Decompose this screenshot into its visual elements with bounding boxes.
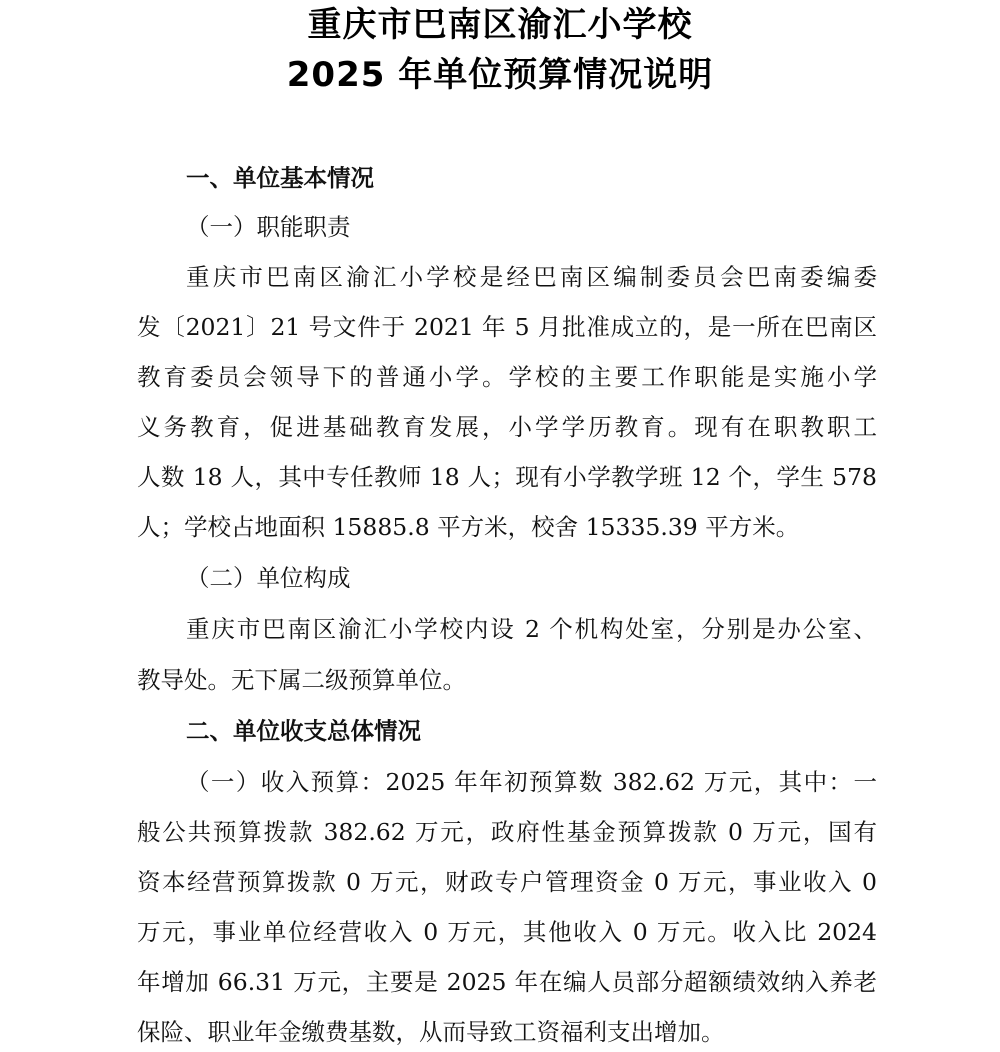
paragraph-line: 资本经营预算拨款 0 万元，财政专户管理资金 0 万元，事业收入 0 [137,868,877,896]
document-title-line-1: 重庆市巴南区渝汇小学校 [307,5,693,45]
section-1-sub-1-heading: （一）职能职责 [186,213,351,241]
paragraph-line: 保险、职业年金缴费基数，从而导致工资福利支出增加。 [137,1018,725,1046]
paragraph-line: 年增加 66.31 万元，主要是 2025 年在编人员部分超额绩效纳入养老 [137,968,877,996]
paragraph-line: 人数 18 人，其中专任教师 18 人；现有小学教学班 12 个，学生 578 [137,463,877,491]
paragraph-line: 教导处。无下属二级预算单位。 [137,666,466,694]
paragraph-line: 发〔2021〕21 号文件于 2021 年 5 月批准成立的，是一所在巴南区 [137,313,877,341]
section-1-sub-2-heading: （二）单位构成 [186,564,351,592]
paragraph-line: 人；学校占地面积 15885.8 平方米，校舍 15335.39 平方米。 [137,513,800,541]
paragraph-line: 重庆市巴南区渝汇小学校内设 2 个机构处室，分别是办公室、 [186,615,877,643]
document-title-line-2: 2025 年单位预算情况说明 [286,55,714,95]
section-1-heading: 一、单位基本情况 [186,164,374,192]
paragraph-line: （一）收入预算：2025 年年初预算数 382.62 万元，其中：一 [186,768,877,796]
paragraph-line: 万元，事业单位经营收入 0 万元，其他收入 0 万元。收入比 2024 [137,918,877,946]
paragraph-line: 教育委员会领导下的普通小学。学校的主要工作职能是实施小学 [137,363,877,391]
paragraph-line: 般公共预算拨款 382.62 万元，政府性基金预算拨款 0 万元，国有 [137,818,877,846]
paragraph-line: 重庆市巴南区渝汇小学校是经巴南区编制委员会巴南委编委 [186,263,877,291]
paragraph-line: 义务教育，促进基础教育发展，小学学历教育。现有在职教职工 [137,413,877,441]
section-2-heading: 二、单位收支总体情况 [186,717,421,745]
